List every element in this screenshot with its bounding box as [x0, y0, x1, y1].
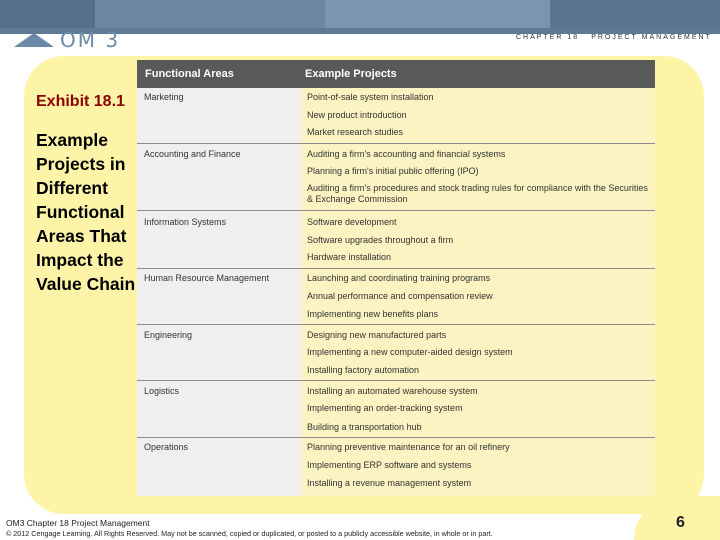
project-item: Building a transportation hub [307, 422, 422, 432]
chapter-label: CHAPTER 18 [516, 34, 580, 41]
section-label: PROJECT MANAGEMENT [591, 34, 712, 41]
page-number: 6 [676, 514, 685, 531]
area-operations: Operations [144, 442, 189, 452]
area-accounting-finance: Accounting and Finance [144, 149, 241, 159]
row-divider [137, 324, 655, 325]
project-item: Auditing a firm's accounting and financial systems [307, 149, 506, 159]
project-item: Planning a firm's initial public offering (IPO) [307, 166, 479, 176]
column-header-areas: Functional Areas [145, 68, 234, 80]
area-engineering: Engineering [144, 330, 193, 340]
project-item: Software upgrades throughout a firm [307, 235, 454, 245]
project-item: Installing a revenue management system [307, 478, 472, 488]
exhibit-title-line: Example [36, 130, 108, 150]
project-item: Launching and coordinating training programs [307, 273, 491, 283]
exhibit-title-line: Areas That [36, 226, 127, 246]
project-item: Implementing an order-tracking system [307, 403, 463, 413]
row-divider [137, 380, 655, 381]
project-item: Auditing a firm's procedures and stock trading rules for compliance with the Securities & Exchange Commission [307, 183, 648, 204]
header-tile [325, 0, 550, 28]
project-item: Installing an automated warehouse system [307, 386, 478, 396]
header-tile [0, 0, 95, 28]
exhibit-title-line: Projects in [36, 154, 126, 174]
header-tile [550, 0, 720, 28]
project-item: Annual performance and compensation review [307, 291, 493, 301]
header-tile [95, 0, 325, 28]
project-item: Implementing ERP software and systems [307, 460, 472, 470]
exhibit-title-line: Impact the [36, 250, 124, 270]
project-item: Implementing a new computer-aided design system [307, 347, 513, 357]
row-divider [137, 437, 655, 438]
project-item: Hardware installation [307, 252, 392, 262]
logo [14, 30, 120, 50]
exhibit-number: Exhibit 18.1 [36, 93, 125, 110]
project-item: Implementing new benefits plans [307, 309, 439, 319]
area-information-systems: Information Systems [144, 217, 227, 227]
table-header [137, 60, 655, 88]
exhibit-title-line: Functional [36, 202, 125, 222]
logo-text: OM 3 [60, 28, 121, 52]
row-divider [137, 268, 655, 269]
project-item: Installing factory automation [307, 365, 420, 375]
footer-copyright: © 2012 Cengage Learning. All Rights Reserved. May not be scanned, copied or duplicated, or posted to a publicly accessible website, in whole or in part. [6, 529, 493, 538]
exhibit-title [36, 128, 148, 296]
project-item: Planning preventive maintenance for an oil refinery [307, 442, 510, 452]
logo-mark-icon [14, 33, 54, 47]
project-item: Software development [307, 217, 397, 227]
project-item: New product introduction [307, 110, 407, 120]
column-header-projects: Example Projects [305, 68, 397, 80]
area-marketing: Marketing [144, 92, 184, 102]
projects-table [137, 60, 655, 496]
exhibit-title-line: Different [36, 178, 108, 198]
exhibit-title-line: Value Chain [36, 274, 136, 294]
project-item: Designing new manufactured parts [307, 330, 447, 340]
project-item: Point-of-sale system installation [307, 92, 434, 102]
footer-course: OM3 Chapter 18 Project Management [6, 518, 150, 528]
row-divider [137, 143, 655, 144]
area-logistics: Logistics [144, 386, 180, 396]
project-item: Market research studies [307, 127, 404, 137]
row-divider [137, 210, 655, 211]
area-human-resource-management: Human Resource Management [144, 273, 270, 283]
chapter-heading [516, 34, 712, 41]
